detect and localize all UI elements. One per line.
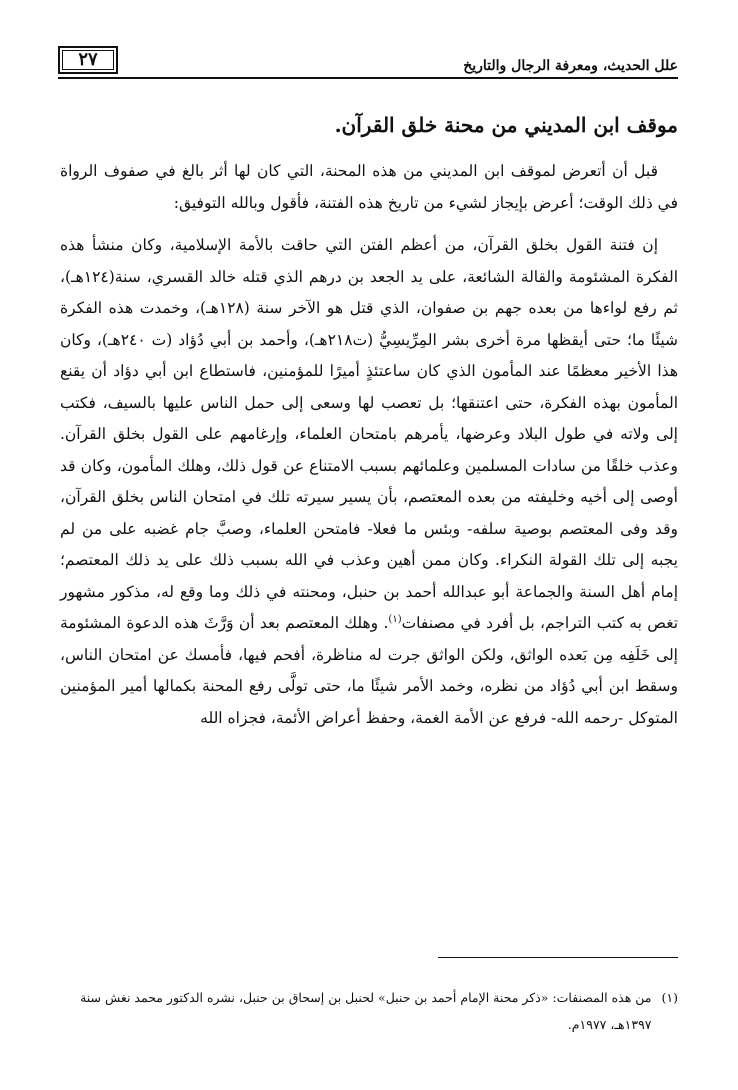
footnote-number: (١) [661,990,678,1005]
footnote-reference: (١) [388,613,402,625]
page-number: ٢٧ [58,46,118,74]
paragraph-intro: قبل أن أتعرض لموقف ابن المديني من هذه المحنة، التي كان لها أثر بالغ في صفوف الرواة في ذلك الوقت؛ أعرض بإيجاز لشيء من تاريخ هذه الفتنة، فأقول وبالله التوفيق: [60,162,678,212]
section-heading: موقف ابن المديني من محنة خلق القرآن. [334,113,678,137]
paragraph-history-text: إن فتنة القول بخلق القرآن، من أعظم الفتن التي حاقت بالأمة الإسلامية، وكان منشأ هذه الفكرة المشئومة والقالة الشائعة، على يد الجعد بن درهم الذي قتله خالد القسري، سنة(١٢٤هـ)، ثم رفع لواءها من بعده جهم بن صفوان، الذي قتل هو الآخر سنة (١٢٨هـ)، وخمدت هذه الفكرة شيئًا ما؛ حتى أيقظها مرة أخرى بشر المِرِّيسِيُّ (ت٢١٨هـ)، وأحمد بن أبي دُؤاد (ت ٢٤٠هـ)، وكان هذا الأخير معظمًا عند المأمون الذي كان ساعتئذٍ أميرًا للمؤمنين، فاستطاع ابن أبي دؤاد أن يقنع المأمون بهذه الفكرة، حتى اعتنقها؛ بل تعصب لها وسعى إلى حمل الناس عليها بالسيف، فكتب إلى ولاته في طول البلاد وعرضها، يأمرهم بامتحان العلماء، وإرغامهم على القول بخلق القرآن. وعذب خلقًا من سادات المسلمين وعلمائهم بسبب الامتناع عن قول ذلك، وهلك المأمون، وكان قد أوصى إلى أخيه وخليفته من بعده المعتصم، بأن يسير سيرته تلك في امتحان الناس بخلق القرآن، وقد وفى المعتصم بوصية سلفه- وبئس ما فعلا- فامتحن العلماء، وصبَّ جام غضبه على من لم يجبه إلى تلك القولة النكراء. وكان ممن أهين وعذب في الله بسبب ذلك على يد ذلك المعتصم؛ إمام أهل السنة والجماعة أبو عبدالله أحمد بن حنبل، ومحنته في ذلك وما وقع له، مذكور مشهور تغص به كتب التراجم، بل أفرد في مصنفات [60,236,679,632]
paragraph-history: إن فتنة القول بخلق القرآن، من أعظم الفتن التي حاقت بالأمة الإسلامية، وكان منشأ هذه الفكرة المشئومة والقالة الشائعة، على يد الجعد بن درهم الذي قتله خالد القسري، سنة(١٢٤هـ)، ثم رفع لواءها من بعده جهم بن صفوان، الذي قتل هو الآخر سنة (١٢٨هـ)، وخمدت هذه الفكرة شيئًا ما؛ حتى أيقظها مرة أخرى بشر المِرِّيسِيُّ (ت٢١٨هـ)، وأحمد بن أبي دُؤاد (ت ٢٤٠هـ)، وكان هذا الأخير معظمًا عند المأمون الذي كان ساعتئذٍ أميرًا للمؤمنين، فاستطاع ابن أبي دؤاد أن يقنع المأمون بهذه الفكرة، حتى اعتنقها؛ بل تعصب لها وسعى إلى حمل الناس عليها بالسيف، فكتب إلى ولاته في طول البلاد وعرضها، يأمرهم بامتحان العلماء، وإرغامهم على القول بخلق القرآن. وعذب خلقًا من سادات المسلمين وعلمائهم بسبب الامتناع عن قول ذلك، وهلك المأمون، وكان قد أوصى إلى أخيه وخليفته من بعده المعتصم، بأن يسير سيرته تلك في امتحان الناس بخلق القرآن، وقد وفى المعتصم بوصية سلفه- وبئس ما فعلا- فامتحن العلماء، وصبَّ جام غضبه على من لم يجبه إلى تلك القولة النكراء. وكان ممن أهين وعذب في الله بسبب ذلك على يد ذلك المعتصم؛ إمام أهل السنة والجماعة أبو عبدالله أحمد بن حنبل، ومحنته في ذلك وما وقع له، مذكور مشهور تغص به كتب التراجم، بل أفرد في مصنفات$^{(١)}$. وهلك المعتصم بعد أن وَرَّثَ هذه الدعوة المشئومة إلى خَلَفِه مِن بَعده الواثق، ولكن الواثق جرت له مناظرة، أفحم فيها، فأمسك عن امتحان الناس، وسقط ابن أبي دُؤاد من نظره، وخمد الأمر شيئًا ما، حتى تولَّى رفع المحنة بكمالها أمير المؤمنين المتوكل -رحمه الله- فرفع عن الأمة الغمة، وحفظ أعراض الأئمة، فجزاه الله [60,236,679,727]
running-title: علل الحديث، ومعرفة الرجال والتاريخ [463,58,678,74]
footnote-text: من هذه المصنفات: «ذكر محنة الإمام أحمد بن حنبل» لحنبل بن إسحاق بن حنبل، نشره الدكتور محمد نغش سنة ١٣٩٧هـ، ١٩٧٧م. [80,990,652,1032]
footnote-rule [438,957,678,958]
running-header [58,44,678,74]
header-rule [58,77,678,79]
footnote [58,984,678,1038]
paragraph-history-continued: وهلك المعتصم بعد أن وَرَّثَ هذه الدعوة المشئومة إلى خَلَفِه مِن بَعده الواثق، ولكن الواثق جرت له مناظرة، أفحم فيها، فأمسك عن امتحان الناس، وسقط ابن أبي دُؤاد من نظره، وخمد الأمر شيئًا ما، حتى تولَّى رفع المحنة بكمالها أمير المؤمنين المتوكل -رحمه الله- فرفع عن الأمة الغمة، وحفظ أعراض الأئمة، فجزاه الله [60,614,678,727]
body-text [60,156,678,734]
